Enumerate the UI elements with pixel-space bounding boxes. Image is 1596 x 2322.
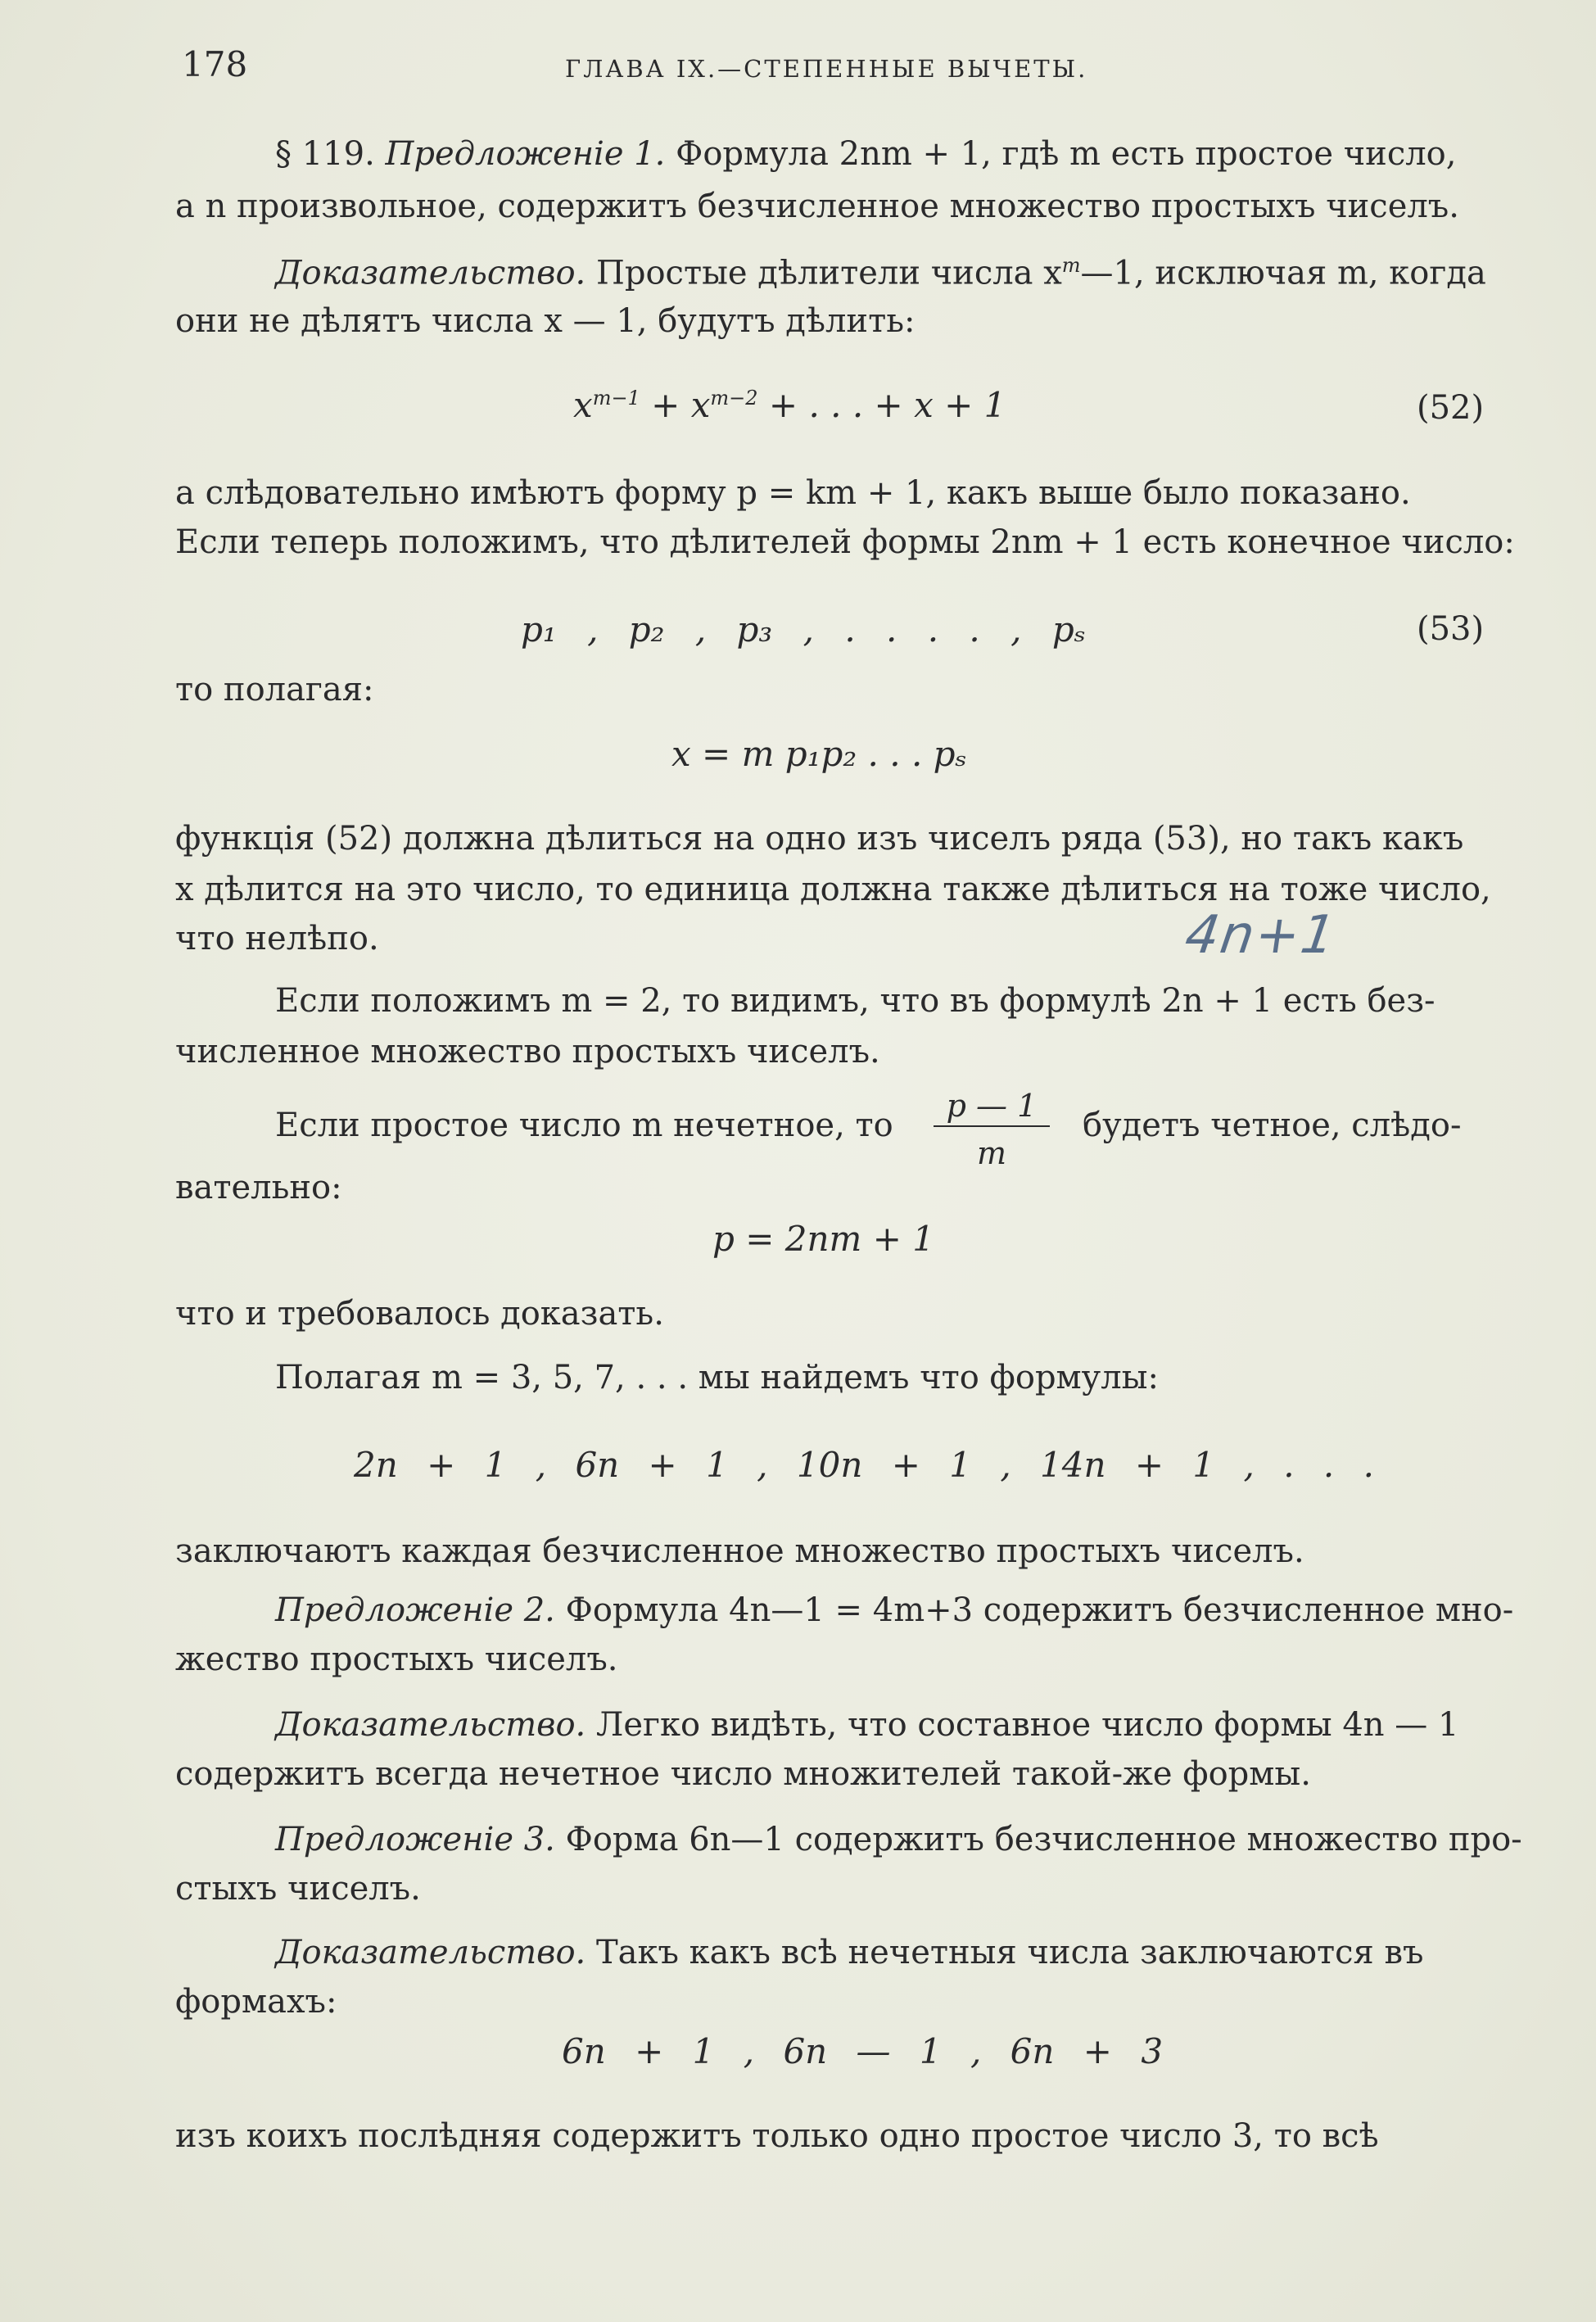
text-line: заключаютъ каждая безчисленное множество простыхъ чиселъ. bbox=[175, 1532, 1304, 1570]
text-line: что нелѣпо. bbox=[175, 920, 379, 957]
equation-number-52: (52) bbox=[1417, 389, 1485, 427]
proposition-label: Предложеніе 3. bbox=[275, 1821, 555, 1858]
eq-term: + x bbox=[640, 385, 711, 425]
proof-line-1 bbox=[275, 254, 1486, 292]
handwritten-annotation: 4n+1 bbox=[1181, 905, 1341, 966]
equation-52 bbox=[573, 385, 1006, 425]
text-line: формахъ: bbox=[175, 1983, 337, 2021]
proof-label: Доказательство. bbox=[275, 1934, 586, 1971]
text-line: изъ коихъ послѣдняя содержитъ только одно простое число 3, то всѣ bbox=[175, 2117, 1379, 2155]
proposition-2-line-1 bbox=[275, 1591, 1514, 1629]
text-line: Если теперь положимъ, что дѣлителей формы 2nm + 1 есть конечное число: bbox=[175, 523, 1515, 561]
equation-formulas: 2n + 1 , 6n + 1 , 10n + 1 , 14n + 1 , . . . bbox=[354, 1445, 1374, 1485]
equation-x: x = m p₁p₂ . . . pₛ bbox=[671, 734, 967, 774]
text-line: x дѣлится на это число, то единица должна также дѣлиться на тоже число, bbox=[175, 871, 1491, 908]
equation-53: p₁ , p₂ , p₃ , . . . . , pₛ bbox=[521, 609, 1086, 650]
proposition-label: Предложеніе 2. bbox=[275, 1591, 555, 1629]
text-line: они не дѣлятъ числа x — 1, будутъ дѣлить: bbox=[175, 302, 916, 340]
proposition-3-line-1 bbox=[275, 1823, 1522, 1856]
text-line: вательно: bbox=[175, 1169, 342, 1206]
text-run: Форма 6n—1 содержитъ безчисленное множество про- bbox=[565, 1821, 1522, 1858]
proof-label: Доказательство. bbox=[275, 254, 586, 292]
eq-term: + . . . + x + 1 bbox=[757, 385, 1006, 425]
section-number: § 119. bbox=[275, 135, 375, 173]
text-line: стыхъ чиселъ. bbox=[175, 1870, 421, 1908]
proof-label: Доказательство. bbox=[275, 1706, 586, 1744]
proposition-label: Предложеніе 1. bbox=[385, 135, 666, 173]
text-line: то полагая: bbox=[175, 671, 374, 708]
fraction-bar bbox=[934, 1125, 1050, 1127]
proof-line bbox=[275, 1706, 1459, 1744]
eq-exponent: m−2 bbox=[710, 387, 758, 410]
superscript: m bbox=[1061, 254, 1081, 277]
text-run: Легко видѣть, что составное число формы 4n — 1 bbox=[595, 1706, 1459, 1744]
text-line: Если простое число m нечетное, то bbox=[275, 1107, 893, 1144]
text-line: что и требовалось доказать. bbox=[175, 1295, 664, 1333]
text-run: Формула 4n—1 = 4m+3 содержитъ безчисленное мно- bbox=[565, 1591, 1514, 1629]
text-line: жество простыхъ чиселъ. bbox=[175, 1641, 618, 1678]
equation-p: p = 2nm + 1 bbox=[712, 1219, 934, 1259]
text-line: а n произвольное, содержитъ безчисленное множество простыхъ чиселъ. bbox=[175, 188, 1459, 225]
equation-forms: 6n + 1 , 6n — 1 , 6n + 3 bbox=[562, 2031, 1164, 2071]
running-title: ГЛАВА IX.—СТЕПЕННЫЕ ВЫЧЕТЫ. bbox=[565, 55, 1088, 83]
fraction-denominator: m bbox=[976, 1135, 1007, 1171]
text-line: будетъ четное, слѣдо- bbox=[1083, 1107, 1462, 1144]
equation-number-53: (53) bbox=[1417, 610, 1485, 648]
text-run: Такъ какъ всѣ нечетныя числа заключаются въ bbox=[595, 1934, 1424, 1971]
proposition-1-line-1 bbox=[275, 135, 1457, 173]
text-line: Полагая m = 3, 5, 7, . . . мы найдемъ что формулы: bbox=[275, 1359, 1159, 1396]
proof-line bbox=[275, 1936, 1423, 1969]
text-run: Формула 2nm + 1, гдѣ m есть простое число, bbox=[676, 135, 1457, 173]
text-run: Простые дѣлители числа x bbox=[595, 254, 1062, 292]
text-line: функція (52) должна дѣлиться на одно изъ чиселъ ряда (53), но такъ какъ bbox=[175, 820, 1464, 858]
page-number: 178 bbox=[182, 44, 248, 84]
text-line: содержитъ всегда нечетное число множителей такой-же формы. bbox=[175, 1755, 1311, 1793]
fraction-numerator: p — 1 bbox=[946, 1088, 1038, 1124]
eq-exponent: m−1 bbox=[592, 387, 640, 410]
text-line: Если положимъ m = 2, то видимъ, что въ формулѣ 2n + 1 есть без- bbox=[275, 982, 1435, 1020]
text-line: а слѣдовательно имѣютъ форму p = km + 1, какъ выше было показано. bbox=[175, 474, 1411, 512]
text-run: —1, исключая m, когда bbox=[1080, 254, 1486, 292]
eq-term: x bbox=[573, 385, 593, 425]
text-line: численное множество простыхъ чиселъ. bbox=[175, 1033, 880, 1070]
